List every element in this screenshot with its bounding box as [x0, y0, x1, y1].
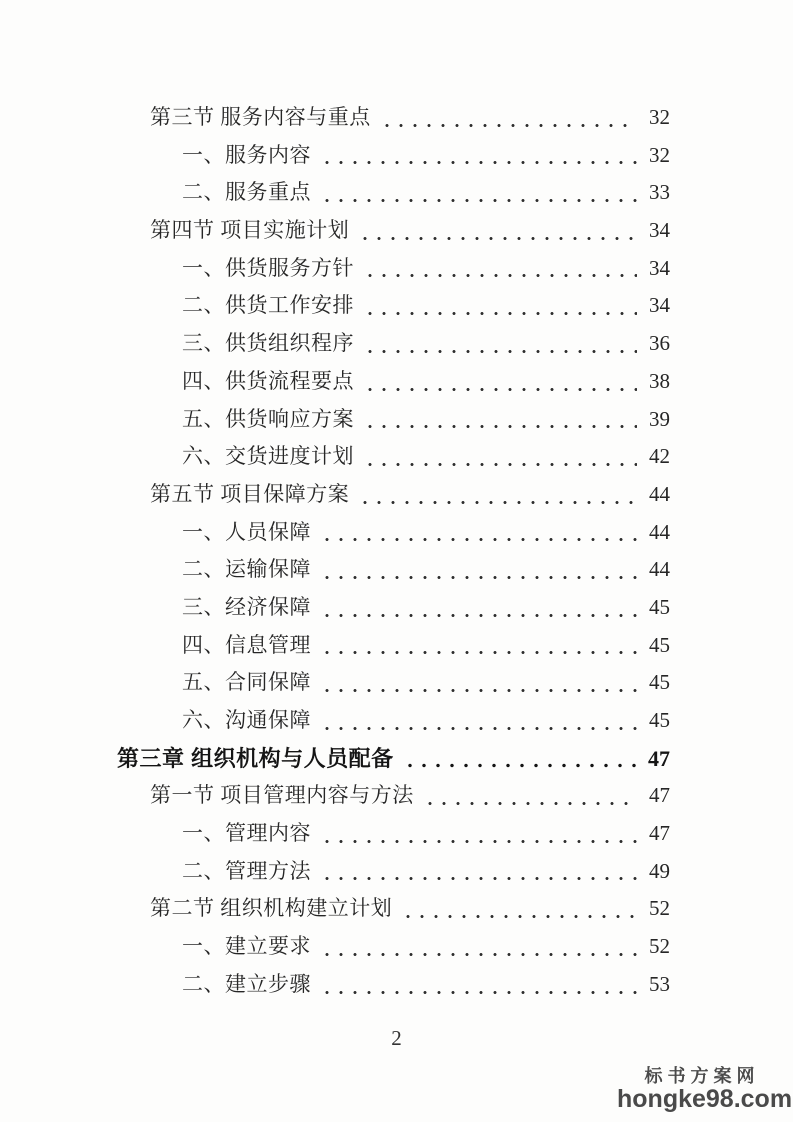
toc-entry-page-number: 45 — [649, 632, 670, 657]
toc-entry-page-number: 45 — [649, 670, 670, 695]
toc-entry-page-number: 45 — [649, 594, 670, 619]
toc-entry-page-number: 38 — [649, 368, 670, 393]
toc-entry-label: 一、管理内容 — [182, 821, 311, 846]
toc-dot-leader — [401, 914, 637, 919]
toc-row — [117, 363, 670, 401]
toc-dot-leader — [363, 273, 637, 278]
toc-entry-page-number: 32 — [649, 142, 670, 167]
toc-entry-label: 二、服务重点 — [182, 180, 311, 205]
toc-row — [117, 853, 670, 891]
toc-row — [117, 627, 670, 665]
toc-entry-page-number: 44 — [649, 481, 670, 506]
toc-entry-label: 四、供货流程要点 — [182, 368, 354, 393]
toc-row — [117, 890, 670, 928]
toc-dot-leader — [320, 876, 637, 881]
toc-dot-leader — [320, 198, 637, 203]
toc-row — [117, 928, 670, 966]
watermark-site-url: hongke98.com — [617, 1085, 793, 1113]
toc-row — [117, 438, 670, 476]
toc-row — [117, 325, 670, 363]
toc-entry-label: 四、信息管理 — [182, 632, 311, 657]
toc-dot-leader — [403, 763, 637, 768]
toc-entry-label: 二、运输保障 — [182, 557, 311, 582]
toc-dot-leader — [380, 123, 637, 128]
toc-dot-leader — [320, 575, 637, 580]
toc-row — [117, 137, 670, 175]
toc-entry-page-number: 34 — [649, 218, 670, 243]
toc-dot-leader — [423, 801, 637, 806]
toc-entry-label: 一、服务内容 — [182, 142, 311, 167]
toc-dot-leader — [358, 500, 637, 505]
toc-entry-page-number: 47 — [649, 783, 670, 808]
toc-entry-page-number: 33 — [649, 180, 670, 205]
toc-dot-leader — [363, 387, 637, 392]
toc-dot-leader — [320, 160, 637, 165]
toc-entry-page-number: 52 — [649, 934, 670, 959]
toc-row — [117, 551, 670, 589]
toc-entry-label: 五、供货响应方案 — [182, 406, 354, 431]
toc-entry-page-number: 45 — [649, 708, 670, 732]
toc-entry-label: 二、建立步骤 — [182, 971, 311, 996]
watermark-site-name: 标书方案网 — [644, 1066, 760, 1086]
toc-dot-leader — [320, 839, 637, 844]
toc-dot-leader — [363, 424, 637, 429]
toc-dot-leader — [320, 650, 637, 655]
toc-row — [117, 815, 670, 853]
toc-dot-leader — [320, 726, 637, 731]
toc-entry-label: 一、供货服务方针 — [182, 255, 354, 280]
toc-dot-leader — [358, 236, 637, 241]
toc-row — [117, 212, 670, 250]
toc-entry-label: 第五节 项目保障方案 — [150, 481, 350, 506]
toc-row — [117, 589, 670, 627]
toc-row — [117, 174, 670, 212]
toc-entry-label: 三、经济保障 — [182, 594, 311, 619]
toc-entry-label: 三、供货组织程序 — [182, 331, 354, 356]
toc-dot-leader — [320, 990, 637, 995]
watermark — [617, 1066, 793, 1113]
toc-entry-label: 二、供货工作安排 — [182, 293, 354, 318]
toc-row — [117, 740, 670, 778]
toc-row — [117, 401, 670, 439]
toc-entry-page-number: 47 — [648, 745, 670, 771]
toc-row — [117, 514, 670, 552]
toc-entry-label: 六、交货进度计划 — [182, 444, 354, 469]
toc-entry-label: 第三章 组织机构与人员配备 — [117, 745, 394, 771]
toc-entry-page-number: 36 — [649, 331, 670, 356]
toc-entry-page-number: 44 — [649, 519, 670, 544]
toc-entry-label: 二、管理方法 — [182, 858, 311, 883]
toc-entry-page-number: 42 — [649, 444, 670, 469]
toc-entry-page-number: 49 — [649, 858, 670, 883]
toc-entry-label: 第一节 项目管理内容与方法 — [150, 783, 414, 808]
toc-entry-page-number: 34 — [649, 255, 670, 280]
toc-row — [117, 99, 670, 137]
toc-dot-leader — [320, 688, 637, 693]
toc-entry-label: 一、人员保障 — [182, 519, 311, 544]
toc-entry-label: 第二节 组织机构建立计划 — [150, 896, 393, 921]
toc-row — [117, 250, 670, 288]
toc-entry-page-number: 53 — [649, 971, 670, 996]
toc-entry-page-number: 52 — [649, 896, 670, 921]
toc-dot-leader — [363, 311, 637, 316]
toc-dot-leader — [320, 537, 637, 542]
toc-entry-page-number: 44 — [649, 557, 670, 582]
toc-dot-leader — [320, 952, 637, 957]
toc-entry-page-number: 39 — [649, 406, 670, 431]
toc-row — [117, 966, 670, 1004]
toc-entry-label: 六、沟通保障 — [182, 708, 311, 732]
toc-entry-page-number: 34 — [649, 293, 670, 318]
toc-dot-leader — [363, 462, 637, 467]
toc-entry-label: 一、建立要求 — [182, 934, 311, 959]
toc-dot-leader — [320, 613, 637, 618]
toc-entry-label: 第三节 服务内容与重点 — [150, 105, 371, 129]
toc-list — [117, 99, 670, 1004]
toc-row — [117, 777, 670, 815]
toc-row — [117, 287, 670, 325]
page-number: 2 — [391, 1026, 402, 1050]
toc-dot-leader — [363, 349, 637, 354]
toc-entry-page-number: 47 — [649, 821, 670, 846]
toc-entry-page-number: 32 — [649, 105, 670, 129]
toc-row — [117, 476, 670, 514]
toc-entry-label: 第四节 项目实施计划 — [150, 218, 350, 243]
toc-entry-label: 五、合同保障 — [182, 670, 311, 695]
toc-row — [117, 702, 670, 740]
toc-row — [117, 664, 670, 702]
